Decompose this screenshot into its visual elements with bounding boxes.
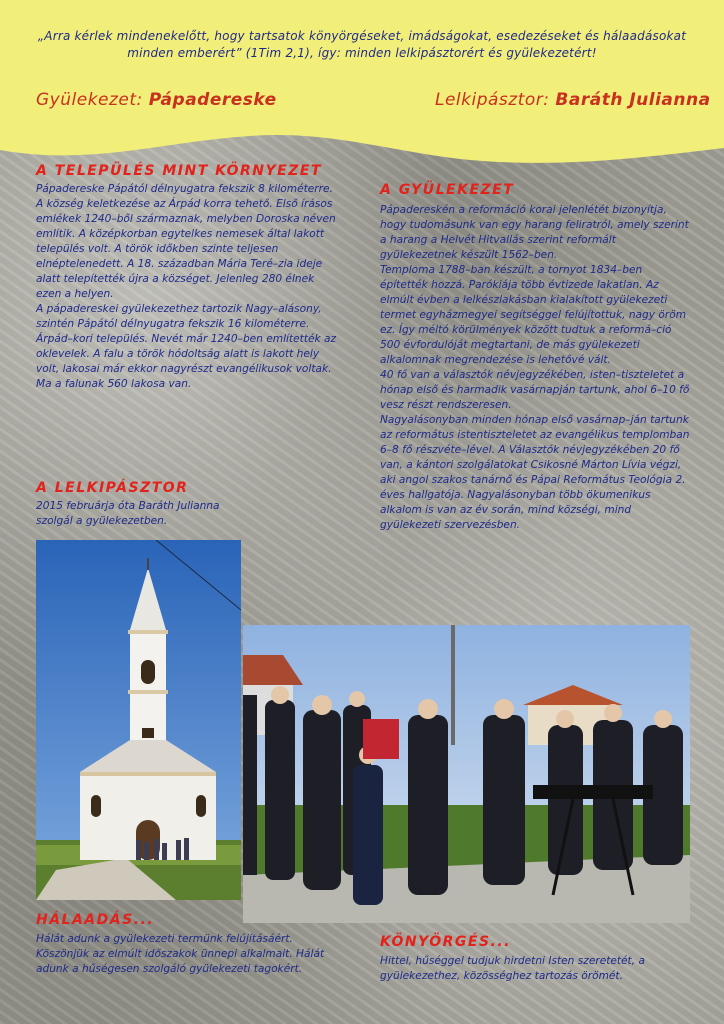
group-photo (243, 625, 690, 923)
congregation-name: Pápadereske (148, 90, 277, 110)
prayer-text: Hittel, hűséggel tudjuk hirdetni Isten szeretetét, a gyülekezethez, közösséghez tartozás örömét. (380, 955, 645, 982)
thanks-text: Hálát adunk a gyülekezeti termünk felújításáért. Köszönjük az elmúlt időszakok ünnepi alkalmait. Hálát adunk a hűségesen szolgáló gyülekezeti tagokért. (36, 933, 325, 975)
church-photo (36, 540, 241, 900)
congregation-paragraph: Pápadereskén a reformáció korai jelenlétét bizonyítja, hogy tudomásunk van egy harang feliratról, amely szerint a harang a Helvét Hitvallás szerint reformált gyülekezetnek készült 1562–ben. (380, 204, 689, 261)
pastor-heading: A LELKIPÁSZTOR (36, 480, 189, 496)
congregation-label: Gyülekezet: (36, 90, 143, 110)
banner-wave-shape (0, 0, 724, 175)
congregation-text (380, 203, 690, 533)
prayer-heading: KÖNYÖRGÉS... (380, 934, 511, 950)
pastor-label: Lelkipásztor: (435, 90, 550, 110)
congregation-paragraph: 40 fő van a választók névjegyzékében, isten–tiszteletet a hónap első és harmadik vasárnapján tartunk, ahol 6–10 fő vesz részt rendszeresen. (380, 369, 690, 411)
pastor-name: Baráth Julianna (555, 90, 711, 110)
bible-quote: „Arra kérlek mindenekelőtt, hogy tartsatok könyörgéseket, imádságokat, esedezéseket és hálaadásokat minden emberért” (1Tim 2,1), így: minden lelkipásztorért és gyülekezetért! (37, 29, 687, 60)
village-paragraph: Pápadereske Pápától délnyugatra fekszik 8 kilométerre. A község keletkezése az Árpád korra tehető. Első írásos emlékek 1240–ből származnak, melyben Doroska néven említik. A középkorban egytelkes nemesek által lakott település volt. A török időkben szinte teljesen elnéptelenedett. A 18. században Mária Teré–zia ideje alatt telepítették újra a községet. Jelenleg 280 élnek ezen a helyen. (36, 183, 336, 300)
congregation-line (36, 90, 277, 110)
congregation-paragraph: Nagyalásonyban minden hónap első vasárnap–ján tartunk az református istentiszteletet az evangélikus templomban 6–8 fő részvéte–lével. A Választók névjegyzékében 20 fő van, a kántori szolgálatokat Csikosné Márton Lívia végzi, aki angol szakos tanárnő és Pápai Református Teológia 2. éves hallgatója. Nagyalásonyban több ökumenikus alkalom is van az év során, mind községi, mind gyülekezeti szervezésben. (380, 414, 690, 531)
village-text (36, 182, 341, 392)
village-heading: A TELEPÜLÉS MINT KÖRNYEZET (36, 163, 322, 179)
pastor-line (435, 90, 711, 110)
village-paragraph: A pápadereskei gyülekezethez tartozik Nagy–alásony, szintén Pápától délnyugatra fekszik 16 kilométerre. Árpád–kori település. Nevét már 1240–ben említették az oklevelek. A falu a török hódoltság alatt is lakott hely volt, lakosai már ekkor nagyrészt evangélikusok voltak. Ma a falunak 560 lakosa van. (36, 303, 337, 390)
thanks-heading: HÁLAADÁS... (36, 912, 155, 928)
congregation-paragraph: Temploma 1788–ban készült, a tornyot 1834–ben építették hozzá. Parókiája több évtizede lakatlan. Az elmúlt évben a lelkészlakásban kialakított gyülekezeti termet egyházmegyei segítséggel felújítottuk, nagy öröm ez. Így méltó körülmények között tudtuk a reformá–ció 500 évfordulóját megtartani, de más gyülekezeti alkalomnak megrendezése is lehetővé vált. (380, 264, 687, 366)
header-banner (0, 0, 724, 175)
congregation-heading: A GYÜLEKEZET (380, 182, 515, 198)
pastor-text: 2015 februárja óta Baráth Julianna szolgál a gyülekezetben. (36, 500, 220, 527)
